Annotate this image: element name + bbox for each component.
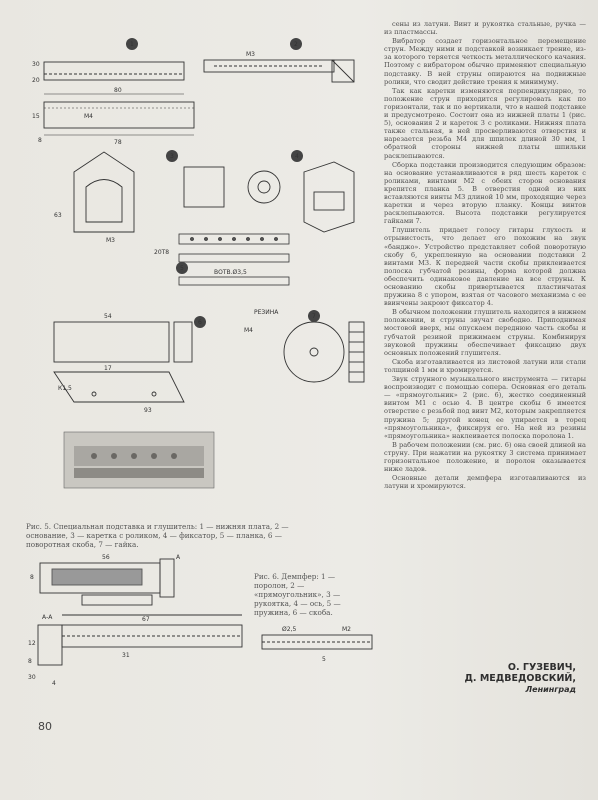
dim-label: РЕЗИНА	[254, 309, 279, 316]
dimension-labels	[32, 51, 279, 414]
dim-label: 93	[144, 407, 152, 414]
part-number-3: 3	[170, 153, 174, 160]
part-number-7: 7	[312, 313, 316, 320]
dim-label: М3	[106, 237, 115, 244]
dim-label: 31	[122, 652, 130, 659]
part-number-6: 6	[198, 319, 202, 326]
part-5-drawing	[179, 234, 289, 285]
dim-label: М2	[342, 626, 351, 633]
part-number-markers	[126, 38, 320, 328]
dim-label: М4	[84, 113, 93, 120]
dim-label: 30	[32, 61, 40, 68]
article-paragraph: Глушитель придает голосу гитары глухость и отрывистость, что делает его похожим на звук «банджо». Устройство представляет собой поворотную скобу 6, укрепленную на основании подставки 2 винтами М3. К передней части скобы приклеивается полоска губчатой резины, форма которой должна обеспечить одинаковое давление на все струны. К основанию скобы привертывается пластинчатая пружина 8 с упором, взятая от часового механизма с ее ввинчены закроют фиксатор 4.	[384, 226, 586, 308]
article-paragraph: Так как каретки изменяются перпендикулярно, то положение струн приходится регулировать как по горизонтали, так и по вертикали, что в нашей подставке и предусмотрено. Состоит она из нижней платы 1 (рис. 5), основания 2 и кареток 3 с роликами. Нижняя плата также стальная, в ней просверливаются отверстия и нарезается резьба М4 для шпилек длиной 30 мм, 1 обратной стороны нижней платы шпильки расклепываются.	[384, 86, 586, 160]
dim-label: 20Т8	[154, 249, 170, 256]
article-text-column	[384, 20, 586, 491]
dim-label: ВОТВ.Ø3,5	[214, 269, 247, 276]
article-authors	[380, 662, 576, 695]
figure-6-caption: Рис. 6. Демпфер: 1 — поролон, 2 — «прямоугольник», 3 — рукоятка, 4 — ось, 5 — пружина, 6 — скоба.	[254, 572, 341, 617]
part-4-drawing	[304, 162, 354, 232]
article-paragraph: В обычном положении глушитель находится в нижнем положении, и струны звучат свободно. Приподнимая мостовой вверх, мы опускаем переднюю часть скобы и губчатой резиной прижимаем струны. Комбинируя звуковой пружины обеспечивает фиксацию двух основных положений глушителя.	[384, 308, 586, 357]
dim-label: 8	[38, 137, 42, 144]
dim-label: Ø2,5	[282, 626, 297, 633]
article-paragraph: Основные детали демпфера изготавливаются из латуни и хромируются.	[384, 474, 586, 491]
author-city: Ленинград	[525, 685, 576, 694]
dim-label: 15	[32, 113, 40, 120]
dim-label: 17	[104, 365, 112, 372]
dim-label: 67	[142, 616, 150, 623]
figure-5-caption: Рис. 5. Специальная подставка и глушитель: 1 — нижняя плата, 2 — основание, 3 — каретка с роликом, 4 — фиксатор, 5 — планка, 6 — поворотная скоба, 7 — гайка.	[26, 522, 289, 549]
article-paragraph: Сборка подставки производится следующим образом: на основание устанавливаются в ряд шесть кареток с роликами, винтами М2 с обеих сторон основания крепится планка 5. В отверстия одной из них вставляются винты М3 длиной 10 мм, проходящие через каретки и через вторую планку. Концы винтов расклепываются. Высота подставки регулируется гайками 7.	[384, 160, 586, 226]
dim-label: А	[176, 554, 181, 561]
article-paragraph: Скоба изготавливается из листовой латуни или стали толщиной 1 мм и хромируется.	[384, 357, 586, 374]
dim-label: К1,5	[58, 385, 72, 392]
part-7-drawing	[284, 322, 364, 382]
part-2-drawing	[204, 60, 354, 82]
part-number-4: 4	[295, 153, 299, 160]
dim-label: 12	[28, 640, 36, 647]
part-number-2: 2	[294, 41, 298, 48]
article-paragraph: сены из латуни. Винт и рукоятка стальные, ручка — из пластмассы.	[384, 20, 586, 37]
part-3-drawing	[74, 152, 280, 232]
dim-label: 5	[322, 656, 326, 663]
part-1-drawing	[44, 62, 194, 135]
dim-label: 8	[28, 658, 32, 665]
dim-label: А-А	[42, 614, 53, 621]
article-paragraph: В рабочем положении (см. рис. 6) она своей длиной на струну. При нажатии на рукоятку 3 система принимает горизонтальное положение, и поролон оказывается ниже ладов.	[384, 440, 586, 474]
dim-label: 4	[52, 680, 56, 687]
author-1: О. ГУЗЕВИЧ,	[507, 662, 576, 673]
assembly-photo	[64, 432, 214, 488]
dim-label: 63	[54, 212, 62, 219]
dim-label: 78	[114, 139, 122, 146]
part-number-1: 1	[130, 41, 134, 48]
article-paragraph: Звук струнного музыкального инструмента — гитары воспроизводит с помощью сопера. Основная его деталь — «прямоугольник» 2 (рис. 6), жестко соединенный винтом М1 с осью 4. В центре скобы 6 имеется отверстие с резьбой под винт М2, которым закрепляется пружина 5; другой конец ее упирается в торец «прямоугольника», фиксируя его. На ней из резины «прямоугольника» наклеивается полоска поролона 1.	[384, 375, 586, 440]
dim-label: 30	[28, 674, 36, 681]
figure-6-drawings	[22, 545, 378, 695]
article-paragraph: Вибратор создает горизонтальное перемещение струн. Между ними и подставкой возникает трение, из-за которого теряется четкость металлического качания. Поэтому с вибратором обычно применяют специальную подставку. В ней струны опираются на подвижные ролики, что сводит действие трения к минимуму.	[384, 37, 586, 86]
dim-label: М4	[244, 327, 253, 334]
author-2: Д. МЕДВЕДОВСКИЙ,	[464, 673, 576, 684]
dim-label: М3	[246, 51, 255, 58]
dim-label: 80	[114, 87, 122, 94]
part-number-5: 5	[180, 265, 184, 272]
dim-label: 54	[104, 313, 112, 320]
dim-label: 8	[30, 574, 34, 581]
dim-label: 56	[102, 554, 110, 561]
page-number: 80	[38, 720, 52, 733]
dim-label: 20	[32, 77, 40, 84]
part-6-drawing	[54, 322, 192, 402]
figure-5-drawings	[14, 22, 376, 522]
